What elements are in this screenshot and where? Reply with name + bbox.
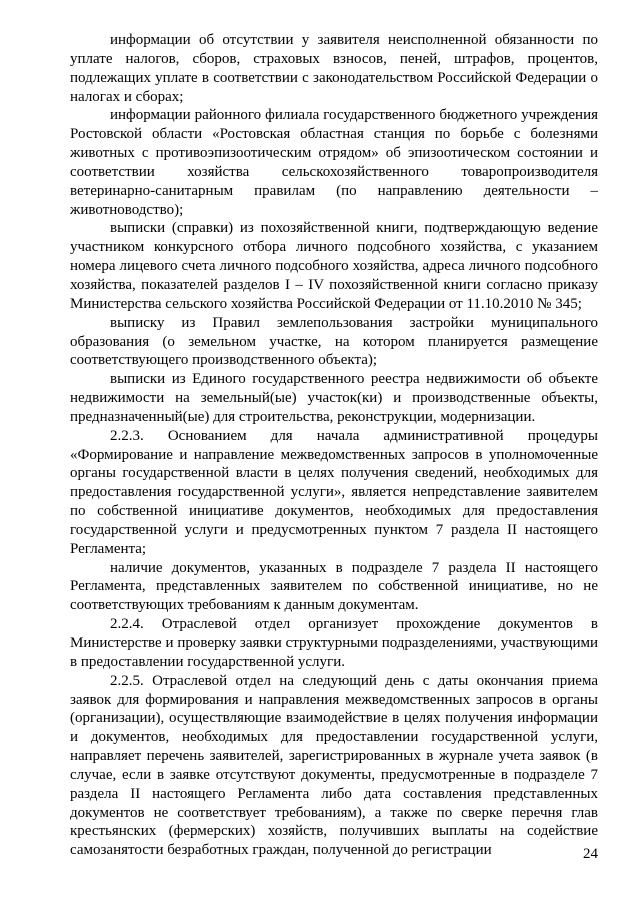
paragraph: наличие документов, указанных в подразделе 7 раздела II настоящего Регламента, представленных заявителем по собственной инициативе, но не соответствующих требованиям к данным документам. <box>70 559 598 614</box>
paragraph: информации районного филиала государственного бюджетного учреждения Ростовской области «Ростовская областная станция по борьбе с болезнями животных с противоэпизоотическим отрядом» об эпизоотическом состоянии и соответствии хозяйства сельскохозяйственного товаропроизводителя ветеринарно-санитарным правилам (по направлению деятельности – животноводство); <box>70 107 598 218</box>
page-number: 24 <box>583 846 598 862</box>
paragraph: 2.2.5. Отраслевой отдел на следующий день с даты окончания приема заявок для формирования и направления межведомственных запросов в органы (организации), осуществляющие взаимодействие в целях получения информации и документов, необходимых для предоставлении государственной услуги, направляет перечень заявителей, зарегистрированных в журнале учета заявок (в случае, если в заявке отсутствуют документы, предусмотренные в подразделе 7 раздела II настоящего Регламента либо дата составления представленных документов не соответствует требованиям), а также по сверке перечня глав крестьянских (фермерских) хозяйств, получивших выплаты на содействие самозанятости безработных граждан, полученной до регистрации <box>70 672 598 859</box>
paragraph: информации об отсутствии у заявителя неисполненной обязанности по уплате налогов, сборов, страховых взносов, пеней, штрафов, процентов, подлежащих уплате в соответствии с законодательством Российской Федерации о налогах и сборах; <box>70 32 598 105</box>
paragraph: выписки из Единого государственного реестра недвижимости об объекте недвижимости на земельный(ые) участок(ки) и производственные объекты, предназначенный(ые) для строительства, реконструкции, модернизации. <box>70 371 598 425</box>
body-text <box>70 31 598 860</box>
paragraph: 2.2.4. Отраслевой отдел организует прохождение документов в Министерстве и проверку заявки структурными подразделениями, участвующими в предоставлении государственной услуги. <box>70 616 598 670</box>
paragraph: 2.2.3. Основанием для начала административной процедуры «Формирование и направление межведомственных запросов в уполномоченные органы государственной власти в целях получения сведений, необходимых для предоставления государственной услуги», является непредставление заявителем по собственной инициативе документов, необходимых для предоставления государственной услуги и предусмотренных пунктом 7 раздела II настоящего Регламента; <box>70 427 598 557</box>
paragraph: выписки (справки) из похозяйственной книги, подтверждающую ведение участником конкурсного отбора личного подсобного хозяйства, с указанием номера лицевого счета личного подсобного хозяйства, адреса личного подсобного хозяйства, показателей разделов I – IV похозяйственной книги согласно приказу Министерства сельского хозяйства Российской Федерации от 11.10.2010 № 345; <box>70 220 598 312</box>
paragraph: выписку из Правил землепользования застройки муниципального образования (о земельном участке, на котором планируется размещение соответствующего производственного объекта); <box>70 314 598 369</box>
